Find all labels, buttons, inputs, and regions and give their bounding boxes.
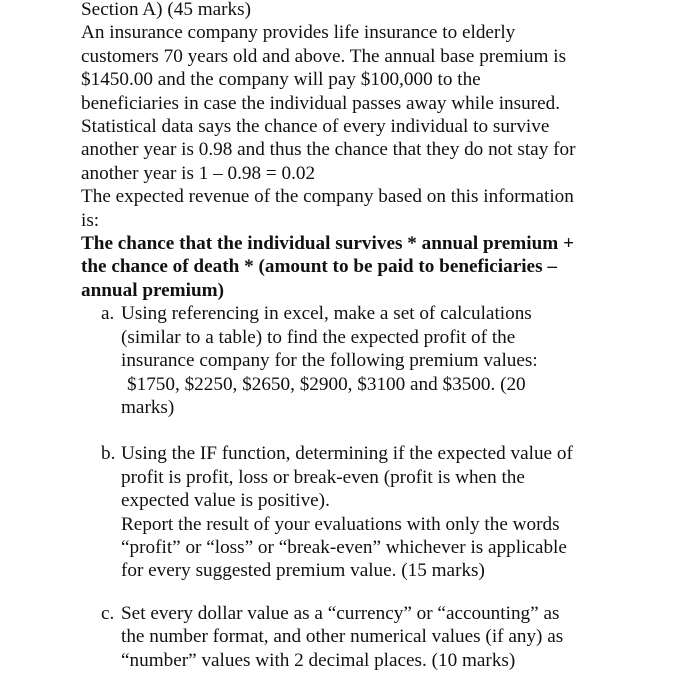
intro-line: customers 70 years old and above. The annual base premium is <box>81 45 567 67</box>
question-line: (similar to a table) to find the expected profit of the <box>121 326 516 348</box>
formula-line: the chance of death * (amount to be paid to beneficiaries – <box>81 256 557 278</box>
question-line: expected value is positive). <box>121 490 330 512</box>
question-b <box>81 442 641 582</box>
formula-line: annual premium) <box>81 279 225 301</box>
intro-line: another year is 0.98 and thus the chance that they do not stay for <box>81 139 576 161</box>
question-line: Using the IF function, determining if the expected value of <box>121 443 573 465</box>
question-line: marks) <box>121 396 175 418</box>
question-line: Report the result of your evaluations with only the words <box>121 513 560 535</box>
section-title: Section A) (45 marks) <box>81 0 251 20</box>
formula-line: The chance that the individual survives * annual premium + <box>81 233 575 255</box>
question-line: for every suggested premium value. (15 marks) <box>121 560 485 582</box>
intro-line: An insurance company provides life insurance to elderly <box>81 22 516 44</box>
question-line: “number” values with 2 decimal places. (10 marks) <box>121 649 516 671</box>
question-line: insurance company for the following premium values: <box>121 350 538 372</box>
question-line: profit is profit, loss or break-even (profit is when the <box>121 466 525 488</box>
intro-line: The expected revenue of the company based on this information <box>81 186 574 208</box>
question-marker: c. <box>101 602 115 624</box>
question-marker: b. <box>101 443 116 465</box>
intro-line: is: <box>81 209 100 231</box>
question-marker: a. <box>101 303 115 325</box>
question-c <box>81 602 641 672</box>
document-page <box>81 0 641 672</box>
question-line: “profit” or “loss” or “break-even” whichever is applicable <box>121 536 567 558</box>
formula-paragraph <box>81 232 641 302</box>
intro-line: another year is 1 – 0.98 = 0.02 <box>81 162 316 184</box>
question-a <box>81 302 641 419</box>
question-line: the number format, and other numerical values (if any) as <box>121 626 564 648</box>
question-line: Using referencing in excel, make a set of calculations <box>121 303 532 325</box>
intro-line: Statistical data says the chance of every individual to survive <box>81 116 550 138</box>
question-line: $1750, $2250, $2650, $2900, $3100 and $3500. (20 <box>127 373 526 395</box>
intro-line: $1450.00 and the company will pay $100,000 to the <box>81 69 481 91</box>
question-list <box>81 302 641 672</box>
intro-paragraph <box>81 21 641 232</box>
question-line: Set every dollar value as a “currency” or “accounting” as <box>121 602 560 624</box>
intro-line: beneficiaries in case the individual passes away while insured. <box>81 92 560 114</box>
